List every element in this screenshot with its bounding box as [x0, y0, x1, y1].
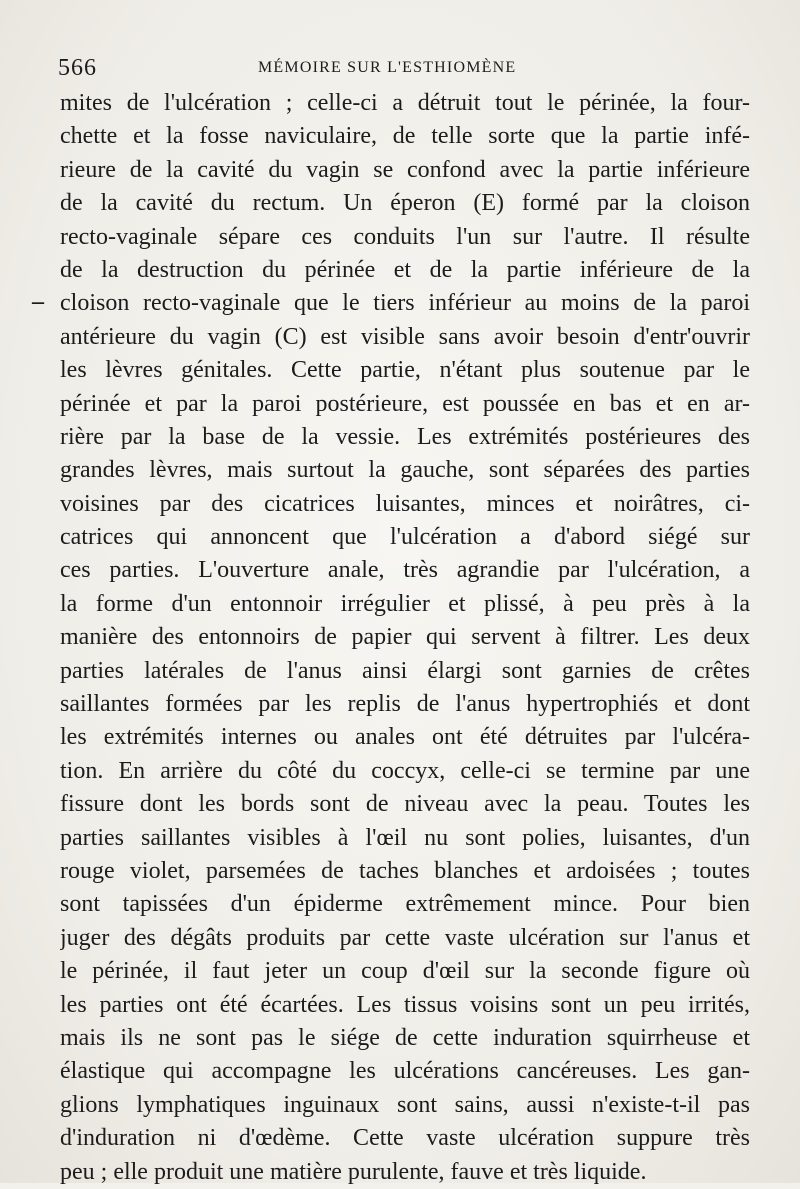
text-line: parties latérales de l'anus ainsi élargi sont garnies de crêtes	[60, 657, 750, 684]
text-line: mais ils ne sont pas le siége de cette induration squirrheuse et	[60, 1024, 750, 1051]
text-line: chette et la fosse naviculaire, de telle sorte que la partie infé-	[60, 123, 750, 150]
text-line: voisines par des cicatrices luisantes, minces et noirâtres, ci-	[60, 490, 750, 517]
text-line: juger des dégâts produits par cette vaste ulcération sur l'anus et	[60, 924, 750, 951]
text-line: de la cavité du rectum. Un éperon (E) formé par la cloison	[60, 190, 750, 217]
margin-mark: –	[32, 289, 44, 315]
text-line: parties saillantes visibles à l'œil nu sont polies, luisantes, d'un	[60, 824, 750, 851]
text-line: d'induration ni d'œdème. Cette vaste ulcération suppure très	[60, 1125, 750, 1152]
text-line: mites de l'ulcération ; celle-ci a détruit tout le périnée, la four-	[60, 90, 750, 116]
text-line: cloison recto-vaginale que le tiers inférieur au moins de la paroi	[60, 290, 750, 317]
text-line: antérieure du vagin (C) est visible sans avoir besoin d'entr'ouvrir	[60, 323, 750, 350]
text-line: de la destruction du périnée et de la partie inférieure de la	[60, 256, 750, 283]
text-line: grandes lèvres, mais surtout la gauche, sont séparées des parties	[60, 457, 750, 484]
text-line: rouge violet, parsemées de taches blanches et ardoisées ; toutes	[60, 857, 750, 884]
text-line: sont tapissées d'un épiderme extrêmement mince. Pour bien	[60, 891, 750, 918]
text-line: glions lymphatiques inguinaux sont sains, aussi n'existe-t-il pas	[60, 1091, 750, 1118]
running-head: MÉMOIRE SUR L'ESTHIOMÈNE	[258, 59, 517, 76]
text-line: rière par la base de la vessie. Les extrémités postérieures des	[60, 423, 750, 450]
text-line: catrices qui annoncent que l'ulcération a d'abord siégé sur	[60, 524, 750, 551]
text-line: les lèvres génitales. Cette partie, n'étant plus soutenue par le	[60, 357, 750, 384]
text-line: ces parties. L'ouverture anale, très agrandie par l'ulcération, a	[60, 557, 750, 584]
page-number: 566	[58, 55, 97, 81]
page-header	[58, 55, 750, 85]
text-line: élastique qui accompagne les ulcérations cancéreuses. Les gan-	[60, 1058, 750, 1085]
text-line: fissure dont les bords sont de niveau avec la peau. Toutes les	[60, 791, 750, 818]
text-line: les extrémités internes ou anales ont été détruites par l'ulcéra-	[60, 724, 750, 751]
text-line: saillantes formées par les replis de l'anus hypertrophiés et dont	[60, 691, 750, 718]
text-line: les parties ont été écartées. Les tissus voisins sont un peu irrités,	[60, 991, 750, 1018]
body-text	[60, 87, 750, 1189]
text-line: tion. En arrière du côté du coccyx, celle-ci se termine par une	[60, 757, 750, 784]
text-line: périnée et par la paroi postérieure, est poussée en bas et en ar-	[60, 390, 750, 417]
text-line: manière des entonnoirs de papier qui servent à filtrer. Les deux	[60, 624, 750, 651]
text-line: la forme d'un entonnoir irrégulier et plissé, à peu près à la	[60, 590, 750, 617]
text-line: le périnée, il faut jeter un coup d'œil sur la seconde figure où	[60, 958, 750, 985]
text-line: rieure de la cavité du vagin se confond avec la partie inférieure	[60, 156, 750, 183]
text-line: recto-vaginale sépare ces conduits l'un sur l'autre. Il résulte	[60, 223, 750, 250]
text-line: peu ; elle produit une matière purulente, fauve et très liquide.	[60, 1158, 647, 1185]
